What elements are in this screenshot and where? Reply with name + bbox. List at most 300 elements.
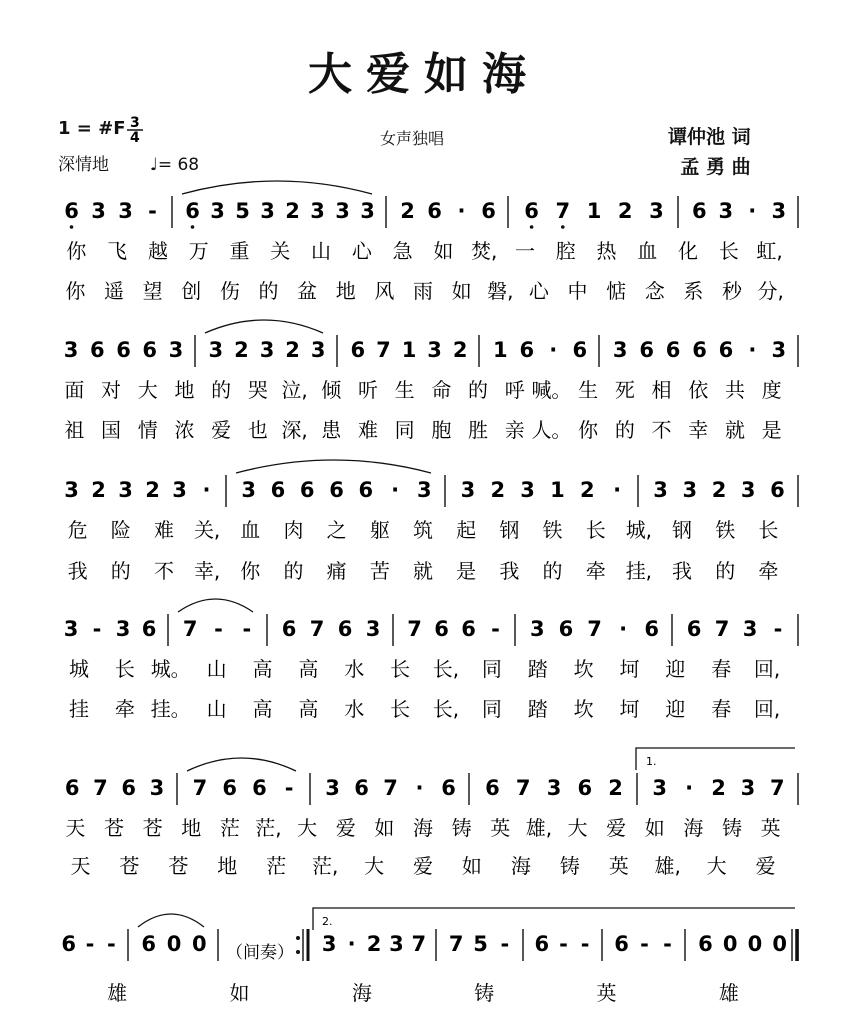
lyric-char: 城 (68, 657, 89, 681)
jianpu-note: 3 (118, 478, 133, 502)
time-signature-numerator: 3 (130, 115, 140, 131)
jianpu-note: 3 (310, 338, 326, 362)
jianpu-note: 3 (63, 338, 79, 362)
lyric-char: 牵 (585, 559, 606, 583)
jianpu-note: 0 (772, 932, 787, 956)
lyric-char: 血 (240, 518, 261, 542)
lyric-char: 海 (683, 816, 704, 840)
lyric-char: 对 (101, 378, 122, 402)
lyric-char: 磐, (487, 279, 514, 303)
lyric-char: 茫, (255, 816, 282, 840)
jianpu-note: 0 (747, 932, 763, 956)
lyric-char: 的 (468, 378, 489, 402)
lyric-char: 你 (240, 559, 261, 583)
low-octave-dot (530, 225, 534, 229)
lyric-char: 险 (110, 518, 131, 542)
lyric-char: 英 (608, 854, 629, 878)
lyric-char: 深, (281, 418, 308, 442)
low-octave-dot (191, 225, 195, 229)
jianpu-note: 3 (115, 617, 131, 641)
low-octave-dot (561, 225, 565, 229)
jianpu-note: 3 (718, 199, 734, 223)
jianpu-note: 7 (411, 932, 427, 956)
jianpu-note: 2 (400, 199, 415, 223)
lyric-char: 依 (688, 378, 709, 402)
lyric-char: 热 (596, 239, 617, 263)
jianpu-note: - (214, 617, 223, 641)
jianpu-note: 6 (64, 776, 80, 800)
jianpu-note: 6 (358, 478, 374, 502)
jianpu-note: 2 (452, 338, 468, 362)
jianpu-note: 1 (586, 199, 602, 223)
lyric-char: 伤 (219, 279, 240, 303)
jianpu-note: - (559, 932, 568, 956)
lyric-char: 关, (193, 518, 221, 542)
jianpu-note: 3 (118, 199, 133, 223)
jianpu-note: 6 (329, 478, 344, 502)
jianpu-note: · (415, 776, 424, 800)
jianpu-note: 6 (718, 338, 734, 362)
jianpu-note: 3 (63, 617, 79, 641)
lyric-char: 长 (758, 518, 779, 542)
lyric-char: 祖 (64, 418, 85, 442)
lyric-char: 危 (67, 518, 88, 542)
lyric-char: 坎 (573, 657, 594, 681)
lyric-char: 爱 (413, 854, 433, 878)
jianpu-note: 7 (192, 776, 208, 800)
jianpu-note: 6 (481, 199, 496, 223)
lyric-char: 大 (137, 378, 158, 402)
lyric-char: 也 (247, 418, 268, 442)
low-octave-dot (70, 225, 74, 229)
lyric-char: 苍 (103, 816, 124, 840)
lyric-char: 难 (357, 418, 378, 442)
lyricist-credit: 谭仲池 词 (668, 126, 751, 148)
jianpu-note: 3 (612, 338, 628, 362)
lyric-char: 倾 (321, 378, 342, 402)
jianpu-note: 3 (427, 338, 442, 362)
lyric-char: 一 (514, 239, 535, 263)
lyric-char: 患 (321, 418, 342, 442)
lyric-char: 地 (335, 279, 356, 303)
lyric-char: 同 (481, 697, 502, 721)
jianpu-note: 3 (208, 338, 224, 362)
jianpu-note: 6 (485, 776, 500, 800)
lyric-char: 海 (413, 816, 433, 840)
lyric-char: 回, (753, 697, 781, 721)
lyric-char: 血 (637, 239, 658, 263)
lyric-char: 春 (711, 657, 732, 681)
lyric-char: 挂, (625, 559, 653, 583)
jianpu-note: 6 (686, 617, 702, 641)
lyric-char: 城。 (150, 657, 191, 681)
jianpu-note: 7 (93, 776, 108, 800)
lyric-char: 飞 (107, 239, 128, 263)
lyric-char: 幸, (193, 559, 221, 583)
jianpu-note: 2 (285, 338, 300, 362)
jianpu-note: 3 (335, 199, 350, 223)
lyric-char: 你 (66, 239, 87, 263)
lyric-char: 命 (431, 378, 452, 402)
lyric-char: 创 (181, 279, 202, 303)
lyric-char: 不 (153, 559, 174, 583)
jianpu-note: 1 (550, 478, 565, 502)
jianpu-note: 6 (461, 617, 476, 641)
lyric-char: 茫 (266, 854, 287, 878)
lyric-char: 度 (761, 378, 782, 402)
jianpu-note: 6 (252, 776, 267, 800)
lyric-char: 就 (724, 418, 745, 442)
lyric-char: 地 (181, 816, 202, 840)
lyric-char: 高 (252, 697, 273, 721)
lyric-char: 牵 (114, 697, 135, 721)
jianpu-note: 3 (771, 199, 787, 223)
lyric-char: 共 (724, 378, 745, 402)
second-ending-bracket (313, 908, 795, 930)
jianpu-note: 6 (691, 199, 707, 223)
jianpu-note: 5 (235, 199, 250, 223)
lyric-char: 坷 (619, 657, 640, 681)
lyric-char: 听 (357, 378, 378, 402)
lyric-char: 地 (174, 378, 195, 402)
lyric-char: 长 (390, 657, 411, 681)
lyric-char: 苦 (369, 559, 390, 583)
lyric-char: 望 (142, 279, 163, 303)
lyric-char: 人。 (531, 418, 572, 442)
lyric-char: 长 (390, 697, 411, 721)
lyric-char: 的 (283, 559, 304, 583)
lyric-char: 高 (298, 697, 319, 721)
lyric-char: 海 (510, 854, 531, 878)
jianpu-note: · (748, 338, 757, 362)
lyric-char: 秒 (722, 279, 743, 303)
jianpu-note: 1 (492, 338, 508, 362)
jianpu-note: 3 (682, 478, 698, 502)
lyric-char: 我 (672, 559, 693, 583)
lyric-char: 虹, (756, 239, 783, 263)
jianpu-note: 3 (740, 776, 756, 800)
lyric-char: 山 (206, 697, 227, 721)
jianpu-note: 7 (383, 776, 398, 800)
lyric-char: 城, (625, 518, 653, 542)
lyric-char: 雨 (413, 279, 433, 303)
jianpu-note: 3 (259, 338, 275, 362)
lyric-char: 苍 (168, 854, 189, 878)
jianpu-note: 3 (91, 199, 106, 223)
lyric-char: 的 (614, 418, 635, 442)
jianpu-note: - (85, 932, 95, 956)
jianpu-note: 6 (577, 776, 593, 800)
jianpu-note: 3 (649, 199, 664, 223)
jianpu-note: · (457, 199, 466, 223)
lyric-char: 你 (65, 279, 86, 303)
lyric-char: 水 (344, 657, 365, 681)
lyric-char: 腔 (555, 239, 576, 263)
lyric-char: 你 (578, 418, 599, 442)
interlude-label: （间奏） (226, 943, 294, 963)
lyric-char: 大 (297, 816, 318, 840)
slur (187, 758, 296, 771)
slur (182, 181, 372, 194)
lyric-char: 同 (394, 418, 415, 442)
lyric-char: 如 (374, 816, 395, 840)
jianpu-note: - (284, 776, 294, 800)
lyric-char: 重 (229, 239, 250, 263)
jianpu-note: 6 (270, 478, 286, 502)
jianpu-note: 3 (529, 617, 545, 641)
lyric-char: 起 (456, 518, 477, 542)
jianpu-note: 6 (519, 338, 535, 362)
jianpu-note: 6 (64, 199, 79, 223)
lyric-char: 地 (217, 854, 238, 878)
lyric-char: 雄, (654, 854, 681, 878)
jianpu-note: 6 (644, 617, 660, 641)
lyric-char: 惦 (606, 279, 627, 303)
jianpu-note: 7 (407, 617, 422, 641)
lyric-char: 情 (137, 418, 158, 442)
jianpu-note: 6 (354, 776, 369, 800)
jianpu-note: 0 (166, 932, 182, 956)
lyric-char: 万 (188, 239, 209, 263)
jianpu-note: 7 (309, 617, 325, 641)
jianpu-note: 6 (89, 338, 105, 362)
lyric-char: 泣, (281, 378, 308, 402)
lyric-char: 春 (711, 697, 732, 721)
jianpu-note: 3 (546, 776, 562, 800)
jianpu-note: - (242, 617, 252, 641)
jianpu-note: - (580, 932, 590, 956)
lyric-char: 雄 (718, 981, 739, 1005)
lyric-char: 关 (270, 239, 291, 263)
jianpu-note: 3 (771, 338, 787, 362)
lyric-char: 长, (432, 697, 460, 721)
jianpu-note: 7 (376, 338, 391, 362)
jianpu-note: 6 (141, 932, 156, 956)
jianpu-note: 3 (325, 776, 340, 800)
lyric-char: 我 (499, 559, 520, 583)
jianpu-note: 6 (692, 338, 707, 362)
jianpu-note: · (202, 478, 211, 502)
lyric-char: 高 (298, 657, 319, 681)
jianpu-note: 2 (285, 199, 300, 223)
jianpu-note: 5 (473, 932, 488, 956)
jianpu-note: 2 (608, 776, 623, 800)
jianpu-note: 3 (310, 199, 325, 223)
lyric-char: 爱 (335, 816, 356, 840)
jianpu-note: 6 (222, 776, 237, 800)
lyric-char: 肉 (283, 518, 304, 542)
lyric-char: 心 (351, 239, 372, 263)
lyric-char: 哭 (247, 378, 268, 402)
lyric-char: 痛 (326, 559, 347, 583)
lyric-char: 高 (252, 657, 273, 681)
jianpu-note: 6 (337, 617, 353, 641)
time-signature-denominator: 4 (130, 130, 140, 146)
lyric-char: 大 (706, 854, 727, 878)
lyric-char: 系 (683, 279, 704, 303)
jianpu-note: - (663, 932, 672, 956)
slur (236, 460, 431, 473)
jianpu-note: · (347, 932, 356, 956)
lyric-char: 如 (229, 981, 250, 1005)
lyric-char: 钢 (499, 518, 520, 542)
jianpu-note: 6 (434, 617, 449, 641)
jianpu-note: 7 (555, 199, 571, 223)
jianpu-note: 6 (185, 199, 200, 223)
lyric-char: 的 (110, 559, 131, 583)
jianpu-note: 3 (64, 478, 79, 502)
lyric-char: 面 (64, 378, 85, 402)
jianpu-note: · (549, 338, 558, 362)
lyric-char: 越 (147, 239, 168, 263)
lyric-char: 喊。 (531, 378, 572, 402)
lyric-char: 我 (67, 559, 88, 583)
lyric-char: 铸 (559, 854, 580, 878)
lyric-char: 风 (374, 279, 395, 303)
jianpu-note: 2 (490, 478, 506, 502)
jianpu-note: 7 (182, 617, 198, 641)
lyric-char: 苍 (119, 854, 140, 878)
jianpu-note: 6 (61, 932, 76, 956)
lyric-char: 挂 (68, 697, 89, 721)
lyric-char: 茫, (311, 854, 339, 878)
jianpu-note: 6 (441, 776, 456, 800)
lyric-char: 雄, (525, 816, 553, 840)
lyric-char: 踏 (527, 657, 548, 681)
lyric-char: 长 (114, 657, 135, 681)
jianpu-note: 6 (534, 932, 550, 956)
jianpu-note: 6 (281, 617, 297, 641)
lyric-char: 化 (678, 239, 699, 263)
jianpu-note: 3 (460, 478, 476, 502)
lyric-char: 呼 (504, 378, 525, 402)
lyric-char: 之 (326, 518, 347, 542)
jianpu-note: 1 (401, 338, 417, 362)
lyric-char: 国 (101, 418, 122, 442)
jianpu-note: 6 (142, 338, 158, 362)
lyric-char: 铸 (722, 816, 743, 840)
lyric-char: 胞 (431, 418, 452, 442)
jianpu-note: 3 (652, 776, 668, 800)
lyric-char: 坷 (619, 697, 640, 721)
jianpu-note: 6 (665, 338, 681, 362)
lyric-char: 中 (567, 279, 588, 303)
lyric-char: 天 (65, 816, 86, 840)
lyric-char: 急 (392, 239, 413, 263)
lyric-char: 山 (311, 239, 332, 263)
lyric-char: 爱 (755, 854, 776, 878)
jianpu-note: 7 (448, 932, 464, 956)
lyric-char: 生 (394, 378, 415, 402)
lyric-char: 水 (344, 697, 365, 721)
jianpu-note: 6 (770, 478, 785, 502)
lyric-char: 长 (585, 518, 606, 542)
jianpu-note: 3 (520, 478, 535, 502)
jianpu-note: 6 (350, 338, 366, 362)
jianpu-note: 2 (91, 478, 106, 502)
jianpu-note: 6 (427, 199, 442, 223)
jianpu-note: 3 (417, 478, 432, 502)
song-title: 大爱如海 (308, 49, 540, 100)
jianpu-note: 3 (321, 932, 337, 956)
lyric-char: 如 (461, 854, 482, 878)
jianpu-note: 3 (365, 617, 381, 641)
jianpu-note: 6 (524, 199, 539, 223)
jianpu-note: 0 (192, 932, 207, 956)
composer-credit: 孟 勇 曲 (680, 156, 751, 178)
slur (138, 914, 204, 927)
jianpu-note: 3 (740, 478, 756, 502)
lyric-char: 的 (542, 559, 563, 583)
jianpu-note: 3 (210, 199, 225, 223)
lyric-char: 如 (644, 816, 665, 840)
jianpu-note: 2 (711, 776, 726, 800)
jianpu-note: 6 (639, 338, 654, 362)
lyric-char: 就 (413, 559, 433, 583)
jianpu-note: 3 (389, 932, 404, 956)
jianpu-note: 2 (579, 478, 595, 502)
jianpu-note: · (748, 199, 757, 223)
jianpu-note: 3 (241, 478, 256, 502)
lyric-char: 迎 (665, 657, 686, 681)
key-signature: 1 = #F (58, 118, 126, 139)
jianpu-note: 2 (145, 478, 160, 502)
jianpu-note: · (613, 478, 622, 502)
lyric-char: 坎 (573, 697, 594, 721)
lyric-char: 胜 (468, 418, 489, 442)
jianpu-note: - (500, 932, 510, 956)
lyric-char: 生 (578, 378, 599, 402)
lyric-char: 苍 (142, 816, 163, 840)
jianpu-note: · (619, 617, 628, 641)
lyric-char: 迎 (665, 697, 686, 721)
jianpu-note: - (491, 617, 500, 641)
jianpu-note: 0 (722, 932, 738, 956)
lyric-char: 铸 (451, 816, 472, 840)
jianpu-note: 6 (121, 776, 136, 800)
lyric-char: 钢 (672, 518, 693, 542)
lyric-char: 天 (70, 854, 91, 878)
lyric-char: 踏 (527, 697, 548, 721)
lyric-char: 相 (651, 378, 672, 402)
jianpu-note: 6 (698, 932, 713, 956)
jianpu-note: 7 (587, 617, 602, 641)
lyric-char: 挂。 (150, 697, 191, 721)
jianpu-note: 7 (515, 776, 531, 800)
lyric-char: 长 (718, 239, 739, 263)
lyric-char: 爱 (606, 816, 627, 840)
jianpu-note: 3 (742, 617, 758, 641)
lyric-char: 海 (351, 981, 372, 1005)
lyric-char: 心 (528, 279, 549, 303)
lyric-char: 山 (206, 657, 227, 681)
lyric-char: 是 (761, 418, 782, 442)
jianpu-note: 6 (572, 338, 588, 362)
lyric-char: 念 (644, 279, 665, 303)
jianpu-note: 2 (366, 932, 382, 956)
tempo-marking: ♩= 68 (149, 155, 200, 175)
lyric-char: 牵 (758, 559, 779, 583)
lyric-char: 的 (258, 279, 279, 303)
expression-mark: 深情地 (58, 155, 109, 175)
lyric-char: 茫 (219, 816, 240, 840)
jianpu-note: 2 (711, 478, 727, 502)
lyric-char: 分, (757, 279, 784, 303)
jianpu-note: - (640, 932, 649, 956)
first-ending-label: 1. (646, 755, 657, 768)
slur (178, 599, 253, 612)
lyric-char: 死 (614, 378, 635, 402)
